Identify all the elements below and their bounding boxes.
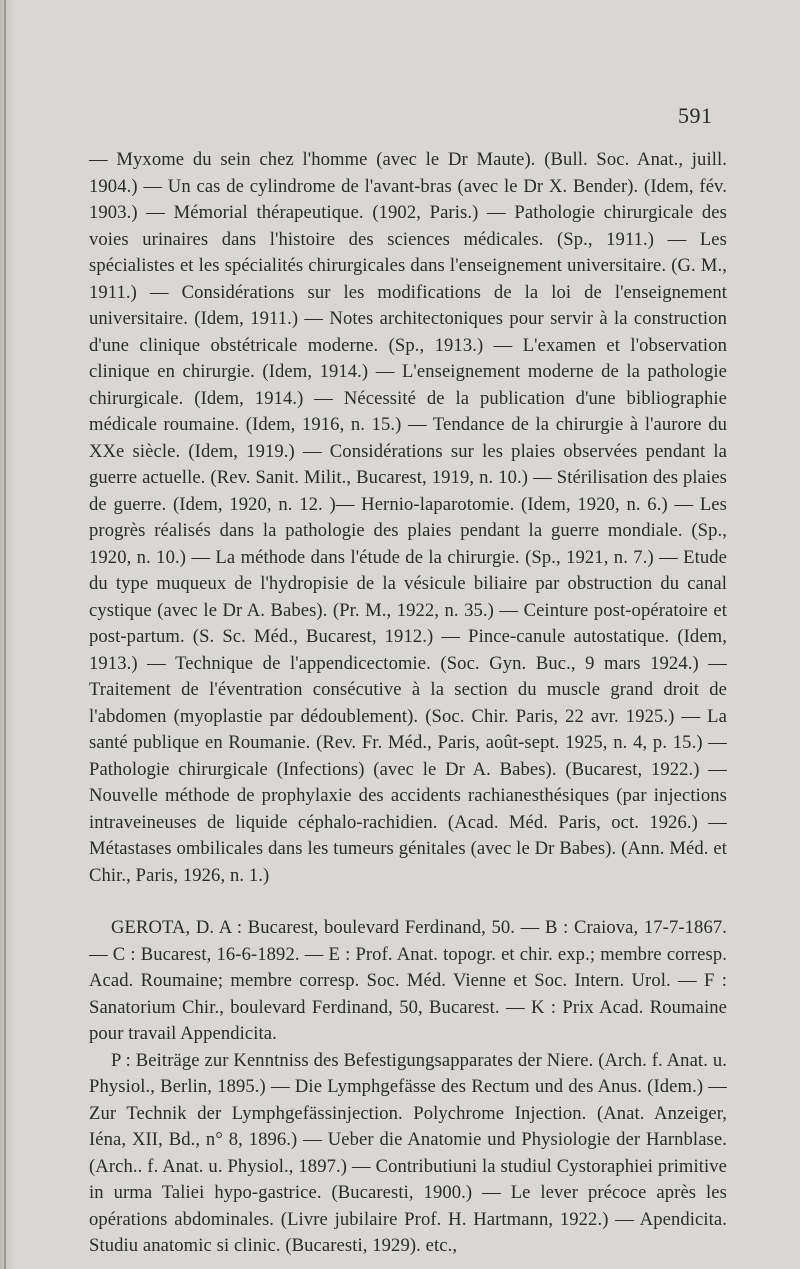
page-body — [89, 147, 727, 1260]
paragraph-gap — [89, 889, 727, 915]
page-edge — [0, 0, 14, 1269]
page-number: 591 — [678, 103, 713, 128]
biography-entry-gerota: GEROTA, D. A : Bucarest, boulevard Ferdinand, 50. — B : Craiova, 17-7-1867. — C : Bucarest, 16-6-1892. — E : Prof. Anat. topogr. et chir. exp.; membre corresp. Acad. Roumaine; membre corresp. Soc. Méd. Vienne et Soc. Intern. Urol. — F : Sanatorium Chir., boulevard Ferdinand, 50, Bucarest. — K : Prix Acad. Roumaine pour travail Appendicita. — [89, 917, 727, 1044]
publications-paragraph: P : Beiträge zur Kenntniss des Befestigungsapparates der Niere. (Arch. f. Anat. u. Physiol., Berlin, 1895.) — Die Lymphgefässe des Rectum und des Anus. (Idem.) — Zur Technik der Lymphgefässinjection. Polychrome Injection. (Anat. Anzeiger, Iéna, XII, Bd., n° 8, 1896.) — Ueber die Anatomie und Physiologie der Harnblase. (Arch.. f. Anat. u. Physiol., 1897.) — Contributiuni la studiul Cystoraphiei primitive in urma Taliei hypo-gastrice. (Bucaresti, 1900.) — Le lever précoce après les opérations abdominales. (Livre jubilaire Prof. H. Hartmann, 1922.) — Apendicita. Studiu anatomic si clinic. (Bucaresti, 1929). etc., — [89, 1049, 727, 1256]
bibliography-paragraph: — Myxome du sein chez l'homme (avec le Dr Maute). (Bull. Soc. Anat., juill. 1904.) — Un cas de cylindrome de l'avant-bras (avec le Dr X. Bender). (Idem, fév. 1903.) — Mémorial thérapeutique. (1902, Paris.) — Pathologie chirurgicale des voies urinaires dans l'histoire des sciences médicales. (Sp., 1911.) — Les spécialistes et les spécialités chirurgicales dans l'enseignement universitaire. (G. M., 1911.) — Considérations sur les modifications de la loi de l'enseignement universitaire. (Idem, 1911.) — Notes architectoniques pour servir à la construction d'une clinique obstétricale moderne. (Sp., 1913.) — L'examen et l'observation clinique en chirurgie. (Idem, 1914.) — L'enseignement moderne de la pathologie chirurgicale. (Idem, 1914.) — Nécessité de la publication d'une bibliographie médicale roumaine. (Idem, 1916, n. 15.) — Tendance de la chirurgie à l'aurore du XXe siècle. (Idem, 1919.) — Considérations sur les plaies observées pendant la guerre actuelle. (Rev. Sanit. Milit., Bucarest, 1919, n. 10.) — Stérilisation des plaies de guerre. (Idem, 1920, n. 12. )— Hernio-laparotomie. (Idem, 1920, n. 6.) — Les progrès réalisés dans la pathologie des plaies pendant la guerre mondiale. (Sp., 1920, n. 10.) — La méthode dans l'étude de la chirurgie. (Sp., 1921, n. 7.) — Etude du type muqueux de l'hydropisie de la vésicule biliaire par obstruction du canal cystique (avec le Dr A. Babes). (Pr. M., 1922, n. 35.) — Ceinture post-opératoire et post-partum. (S. Sc. Méd., Bucarest, 1912.) — Pince-canule autostatique. (Idem, 1913.) — Technique de l'appendicectomie. (Soc. Gyn. Buc., 9 mars 1924.) — Traitement de l'éventration consécutive à la section du muscle grand droit de l'abdomen (myoplastie par dédoublement). (Soc. Chir. Paris, 22 avr. 1925.) — La santé publique en Roumanie. (Rev. Fr. Méd., Paris, août-sept. 1925, n. 4, p. 15.) — Pathologie chirurgicale (Infections) (avec le Dr A. Babes). (Bucarest, 1922.) — Nouvelle méthode de prophylaxie des accidents rachianesthésiques (par injections intraveineuses de liquide céphalo-rachidien. (Acad. Méd. Paris, oct. 1926.) — Métastases ombilicales dans les tumeurs génitales (avec le Dr Babes). (Ann. Méd. et Chir., Paris, 1926, n. 1.) — [89, 149, 727, 886]
binding-shadow — [4, 0, 6, 1269]
